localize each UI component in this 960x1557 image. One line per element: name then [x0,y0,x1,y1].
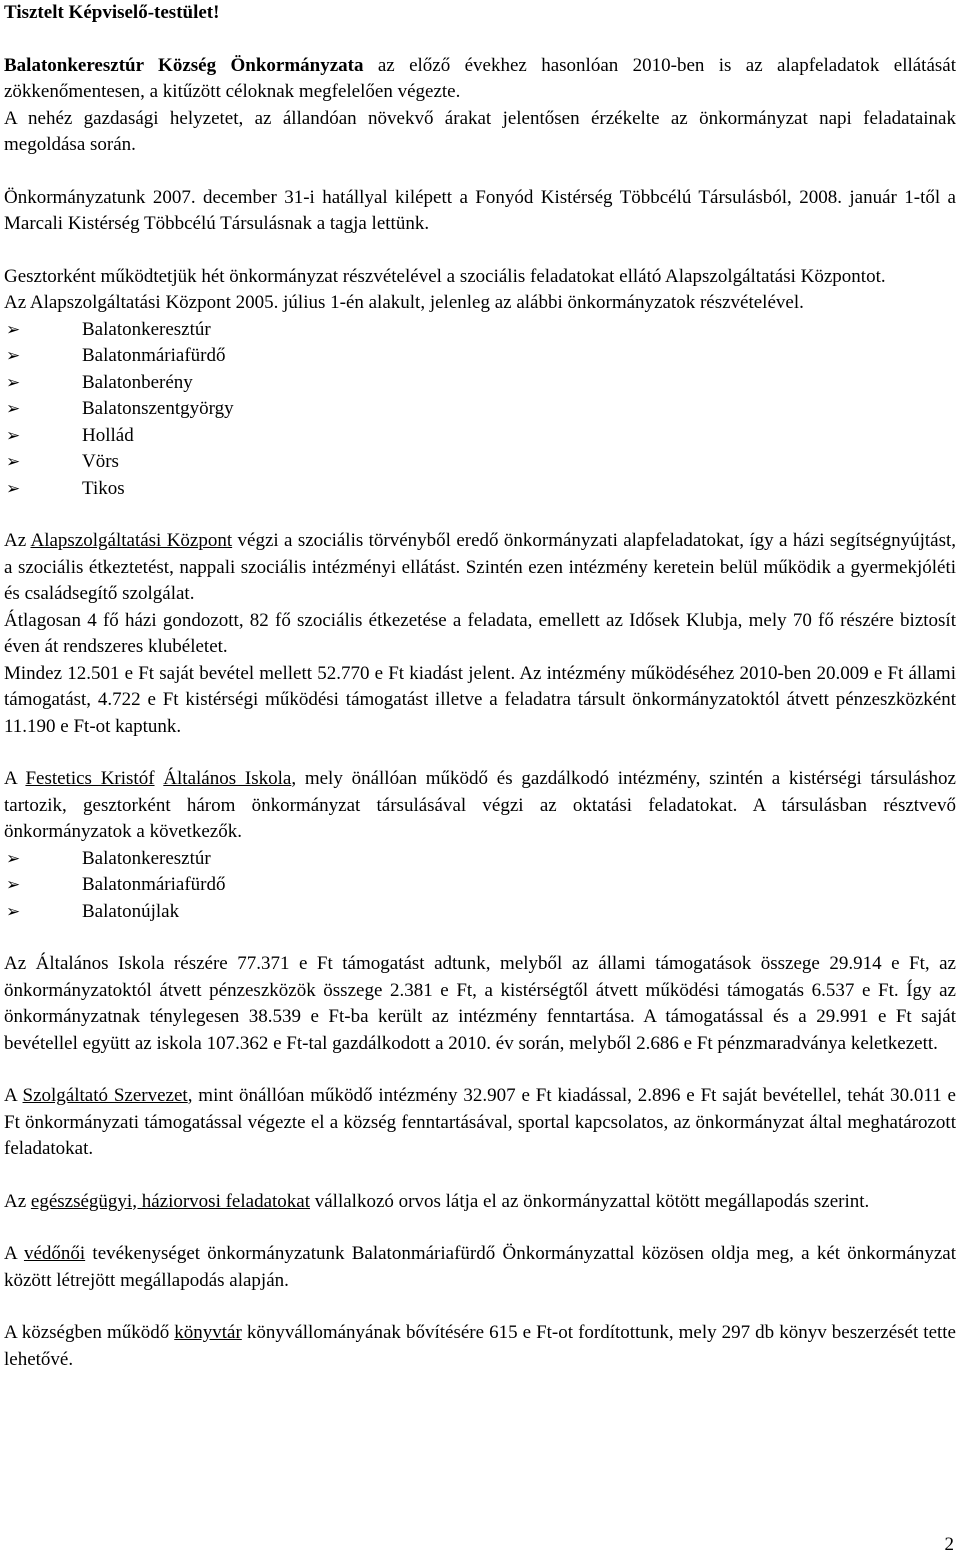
greeting-heading: Tisztelt Képviselő-testület! [4,2,220,23]
paragraph-vedono [4,1241,956,1294]
underlined-term: Szolgáltató Szervezet [22,1085,188,1106]
text-span: tevékenységet önkormányzatunk Balatonmáriafürdő Önkormányzattal közösen oldja meg, a két önkormányzat között létrejött megállapodás alapján. [4,1243,956,1291]
text-span: A [4,768,26,789]
paragraph-alapszolgaltatas [4,528,956,608]
text-span: A [4,1243,24,1264]
arrow-bullet-icon: ➢ [6,452,21,472]
paragraph-gesztor: Gesztorként működtetjük hét önkormányzat részvételével a szociális feladatokat ellátó Alapszolgáltatási Központot. [4,265,886,287]
arrow-bullet-icon: ➢ [6,425,21,446]
list-item [4,370,956,397]
arrow-bullet-icon: ➢ [6,346,21,366]
text-span: Az [4,530,31,551]
list-item-label: Balatonújlak [82,900,180,922]
underlined-term: egészségügyi, háziorvosi feladatokat [30,1190,310,1212]
list-item-label: Tikos [82,477,125,499]
municipality-name: Balatonkeresztúr Község Önkormányzata [4,54,364,76]
text-span: A [4,1085,23,1106]
paragraph-membership: Önkormányzatunk 2007. december 31-i hatállyal kilépett a Fonyód Kistérség Többcélú Társulásból, 2008. január 1-től a Marcali Kistérség Többcélú Társulásnak a tagja lettünk. [4,186,956,234]
text-span: A községben működő [4,1322,175,1343]
list-item [4,872,956,899]
paragraph-economy: A nehéz gazdasági helyzetet, az állandóan növekvő árakat jelentősen érzékelte az önkormányzat napi feladatainak megoldása során. [4,107,956,155]
arrow-bullet-icon: ➢ [6,478,21,499]
text-span: , mint önállóan működő intézmény 32.907 e Ft kiadással, 2.896 e Ft saját bevétellel, tehát 30.011 e Ft önkormányzati támogatással végezte el a község fenntartásával, sportal kapcsolatos, az önkormányzat által meghatározott feladatokat. [4,1085,956,1159]
page-number: 2 [944,1534,954,1555]
paragraph-konyvtar [4,1320,956,1373]
paragraph-egeszsegugy [4,1189,956,1216]
list-item-label: Balatonmáriafürdő [82,874,226,895]
text-span: végzi a szociális törvényből eredő önkormányzati alapfeladatokat, így a házi segítségnyújtást, a szociális étkeztetést, nappali szociális intézményi ellátást. Szintén ezen intézmény keretein belül működik a gyermekjóléti és családsegítő szolgálat. [4,530,957,604]
underlined-term: Alapszolgáltatási Központ [30,530,233,551]
paragraph-szolgaltato [4,1083,956,1163]
underlined-term: könyvtár [174,1322,242,1343]
arrow-bullet-icon: ➢ [6,848,21,869]
arrow-bullet-icon: ➢ [6,319,21,340]
underlined-term: védőnői [23,1243,86,1264]
list-item-label: Balatonkeresztúr [82,847,211,869]
paragraph-finances-kozpont: Mindez 12.501 e Ft saját bevétel mellett 52.770 e Ft kiadást jelent. Az intézmény működéséhez 2010-ben 20.009 e Ft állami támogatást, 4.722 e Ft kistérségi működési támogatást illetve a feladatra társult önkormányzatoktól átvett pénzeszközként 11.190 e Ft-ot kaptunk. [4,662,956,737]
list-item [4,846,956,873]
arrow-bullet-icon: ➢ [6,399,21,419]
paragraph-kozpont: Az Alapszolgáltatási Központ 2005. július 1-én alakult, jelenleg az alábbi önkormányzatok részvételével. [4,292,804,313]
paragraph-gondozott: Átlagosan 4 fő házi gondozott, 82 fő szociális étkezetése a feladata, emellett az Idősek Klubja, mely 70 fő részére biztosít éven át rendszeres klubéletet. [4,609,956,657]
underlined-term: Általános Iskola [163,768,292,789]
underlined-term: Festetics Kristóf [25,768,155,789]
text-span [155,768,164,789]
arrow-bullet-icon: ➢ [6,901,21,922]
list-item-label: Balatonszentgyörgy [82,398,234,419]
list-item-label: Balatonberény [82,371,193,393]
list-item-label: Vörs [82,451,119,472]
text-span: , mely önállóan működő és gazdálkodó intézmény, szintén a kistérségi társuláshoz tartozik, gesztorként három önkormányzat társulásával végzi az oktatási feladatokat. A társulásban résztvevő önkormányzatok a következők. [4,768,956,842]
text-span: könyvállományának bővítésére 615 e Ft-ot fordítottunk, mely 297 db könyv beszerzését tette lehetővé. [4,1322,956,1370]
paragraph-iskola [4,766,956,846]
list-item [4,396,956,423]
list-item [4,343,956,370]
paragraph-intro [4,53,956,106]
paragraph-intro-text: az előző évekhez hasonlóan 2010-ben is az alapfeladatok ellátását zökkenőmentesen, a kitűzött céloknak megfelelően végezte. [4,54,956,102]
list-item [4,899,956,926]
list-item-label: Balatonkeresztúr [82,318,211,340]
list-item-label: Balatonmáriafürdő [82,345,226,366]
member-list-2 [4,846,956,926]
list-item-label: Hollád [82,424,134,446]
list-item [4,423,956,450]
member-list-1 [4,317,956,503]
list-item [4,449,956,476]
text-span: Az [4,1190,31,1212]
list-item [4,476,956,503]
paragraph-iskola-finances: Az Általános Iskola részére 77.371 e Ft támogatást adtunk, melyből az állami támogatások összege 29.914 e Ft, az önkormányzatoktól átvett pénzeszközök összege 2.381 e Ft, a kistérségtől átvett működési támogatás 6.537 e Ft. Így az önkormányzatnak ténylegesen 38.539 e Ft-ba került az intézmény fenntartása. A támogatással és a 29.991 e Ft saját bevétellel együtt az iskola 107.362 e Ft-tal gazdálkodott a 2010. év során, melyből 2.686 e Ft pénzmaradványa keletkezett. [4,953,956,1054]
arrow-bullet-icon: ➢ [6,372,21,393]
text-span: vállalkozó orvos látja el az önkormányzattal kötött megállapodás szerint. [310,1190,870,1212]
arrow-bullet-icon: ➢ [6,875,21,895]
list-item [4,317,956,344]
